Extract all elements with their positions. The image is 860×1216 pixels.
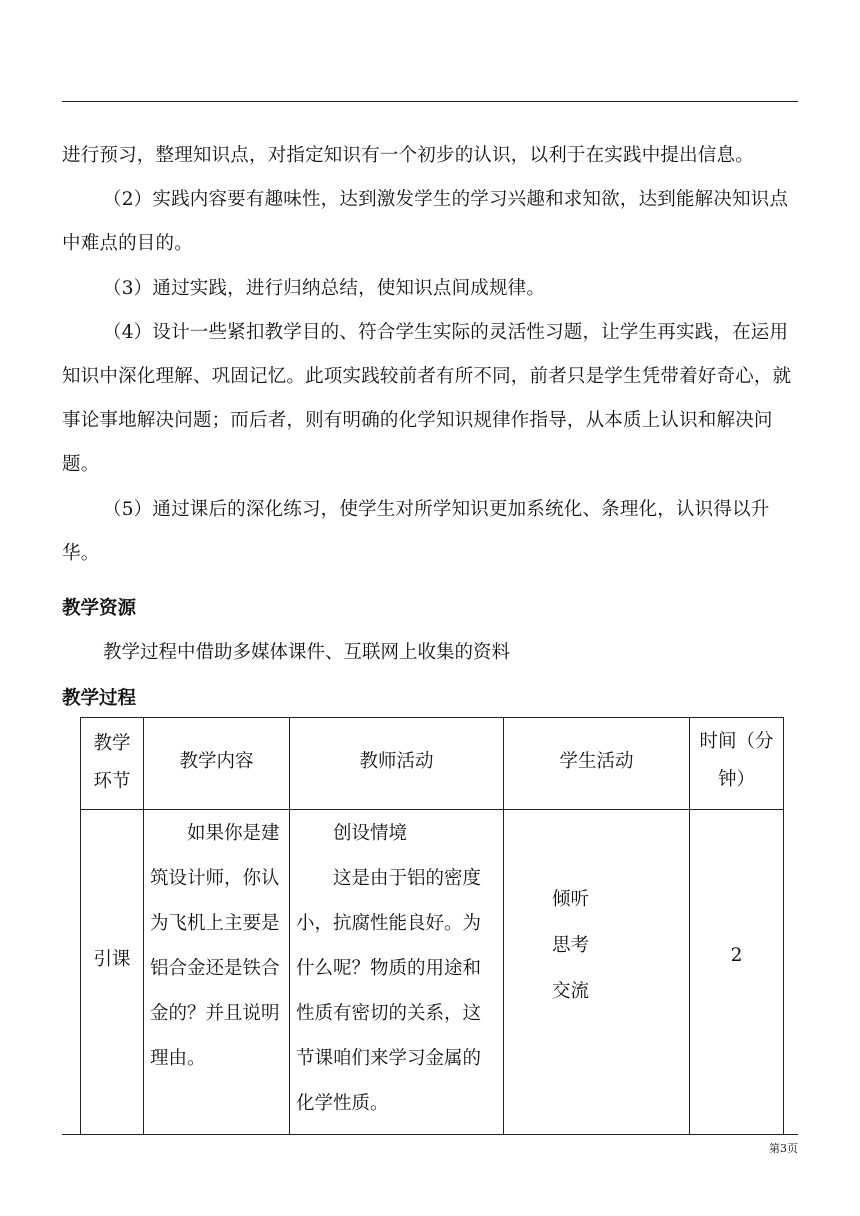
cell-content: 如果你是建筑设计师，你认为飞机上主要是铝合金还是铁合金的？并且说明理由。 <box>144 810 290 1135</box>
paragraph-5: （5）通过课后的深化练习，使学生对所学知识更加系统化、条理化，认识得以升华。 <box>62 499 770 564</box>
cell-time: 2 <box>690 810 784 1135</box>
paragraph-3: （3）通过实践，进行归纳总结，使知识点间成规律。 <box>103 278 546 299</box>
cell-teacher <box>290 810 504 1135</box>
header-stage: 教学环节 <box>81 718 144 810</box>
header-time: 时间（分钟） <box>690 718 784 810</box>
process-heading: 教学过程 <box>62 688 137 709</box>
resources-text: 教学过程中借助多媒体课件、互联网上收集的资料 <box>103 642 511 663</box>
resources-heading: 教学资源 <box>62 598 137 619</box>
student-activity-think: 思考 <box>552 935 590 956</box>
paragraph-4: （4）设计一些紧扣教学目的、符合学生实际的灵活性习题，让学生再实践，在运用知识中深化理解、巩固记忆。此项实践较前者有所不同，前者只是学生凭带着好奇心，就事论事地解决问题；而后者，则有明确的化学知识规律作指导，从本质上认识和解决问题。 <box>62 322 792 475</box>
student-activity-listen: 倾听 <box>552 889 590 910</box>
paragraph-2: （2）实践内容要有趣味性，达到激发学生的学习兴趣和求知欲，达到能解决知识点中难点的目的。 <box>62 189 789 254</box>
table-row <box>81 810 784 1135</box>
page-number: 第3页 <box>769 1142 798 1155</box>
header-student: 学生活动 <box>504 718 690 810</box>
student-activity-discuss: 交流 <box>552 981 590 1002</box>
header-content: 教学内容 <box>144 718 290 810</box>
teacher-activity-text: 这是由于铝的密度小，抗腐性能良好。为什么呢？物质的用途和性质有密切的关系，这节课咱们来学习金属的化学性质。 <box>296 868 482 1114</box>
cell-stage: 引课 <box>81 810 144 1135</box>
process-table <box>80 717 784 1135</box>
table-header-row <box>81 718 784 810</box>
teacher-activity-title: 创设情境 <box>333 823 408 844</box>
cell-student <box>504 810 690 1135</box>
footer-rule <box>62 1134 798 1135</box>
header-rule <box>62 101 798 102</box>
paragraph-continued: 进行预习，整理知识点，对指定知识有一个初步的认识，以利于在实践中提出信息。 <box>62 145 754 166</box>
header-teacher: 教师活动 <box>290 718 504 810</box>
